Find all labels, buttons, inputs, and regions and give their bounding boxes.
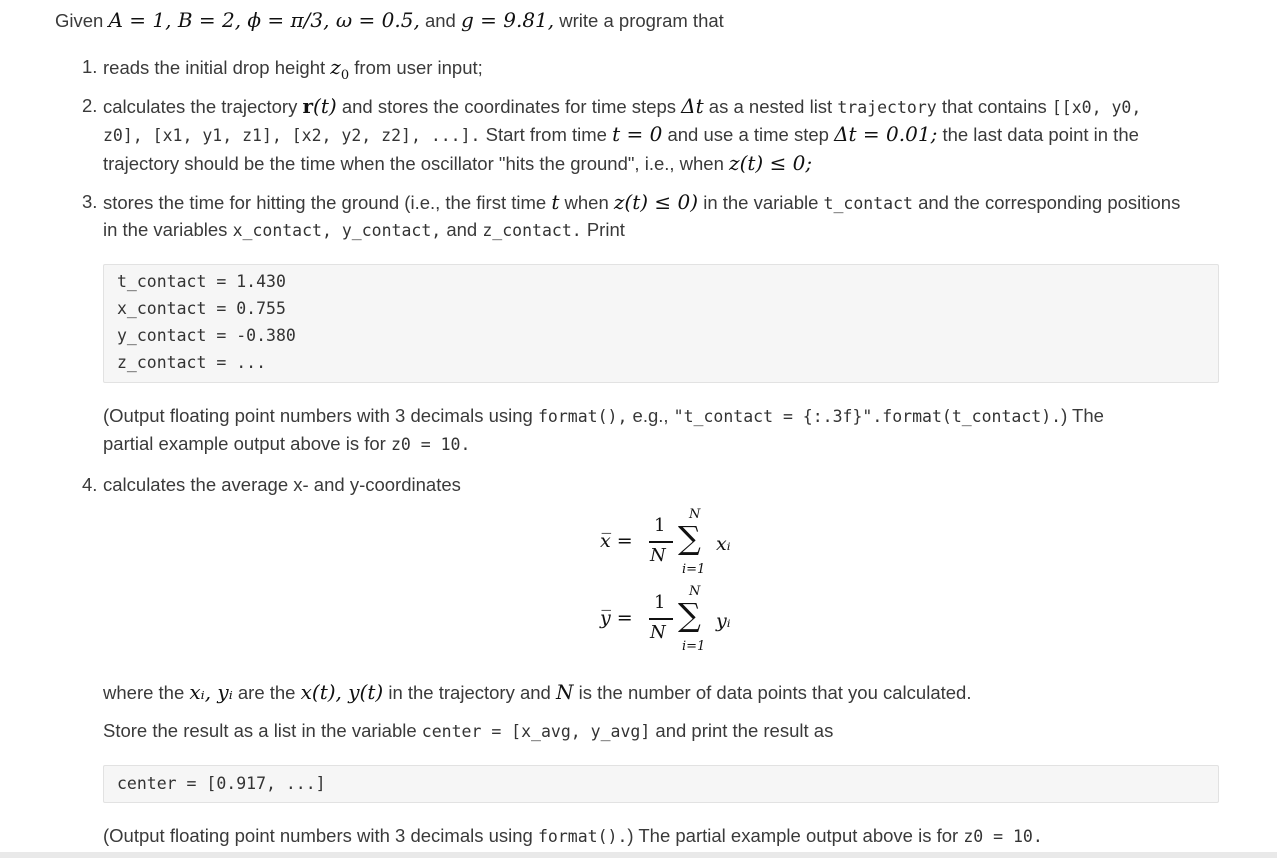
sum-upper: N [689, 584, 701, 599]
frac-numerator: 1 [654, 592, 666, 613]
sum-term-x: xᵢ [716, 533, 731, 555]
after-xy: xᵢ, yᵢ [189, 680, 233, 704]
item-2-f: and use a time step [667, 124, 829, 145]
item-2-dt: Δt [681, 94, 704, 118]
formula-y-average [600, 582, 760, 657]
intro-lead: Given [55, 10, 104, 31]
code-block-center [103, 765, 1219, 803]
after-d: is the number of data points that you calculated. [578, 682, 972, 703]
item-2-line-3 [103, 151, 812, 176]
after-line-2 [103, 719, 833, 744]
item-2-dt2: Δt = 0.01; [834, 122, 938, 146]
item-3-cond: z(t) ≤ 0) [613, 190, 699, 214]
item-2-cond: z(t) ≤ 0; [729, 151, 813, 175]
code-line: z_contact = ... [117, 353, 267, 372]
note-1-code-format: format(), [537, 407, 628, 426]
sum-upper: N [689, 507, 701, 522]
item-2-line-1 [103, 94, 1141, 120]
note-2-code-format: format(). [537, 827, 628, 846]
sigma-icon: ∑ [678, 596, 701, 634]
code-block-contact [103, 264, 1219, 383]
item-4-text: calculates the average x- and y-coordinates [103, 474, 461, 495]
item-3-line-2 [103, 218, 625, 243]
note-2-line [103, 824, 1043, 849]
item-1-text [103, 55, 483, 88]
code-line: t_contact = 1.430 [117, 272, 286, 291]
item-3-number: 3. [82, 191, 98, 212]
after-xyt: x(t), y(t) [300, 680, 384, 704]
fraction-bar [649, 618, 673, 620]
item-2-rt: (t) [313, 94, 337, 118]
after-e: Store the result as a list in the variable [103, 720, 417, 741]
item-2-h: trajectory should be the time when the oscillator "hits the ground", i.e., when [103, 153, 724, 174]
sum-lower: i=1 [682, 639, 706, 654]
item-3-c: in the variable [703, 192, 819, 213]
note-2-code-z0: z0 = 10. [963, 827, 1043, 846]
item-2-number: 2. [82, 95, 98, 116]
item-2-code-2: [[x0, y0, [1051, 98, 1142, 117]
sum-term-y: yᵢ [716, 610, 731, 632]
note-1-code-z0: z0 = 10. [390, 435, 471, 454]
item-2-line-2 [103, 122, 1139, 148]
note-1-a: (Output floating point numbers with 3 decimals using [103, 405, 533, 426]
item-2-t0: t = 0 [612, 122, 663, 146]
item-3-t: t [551, 190, 560, 214]
item-3-f: and [446, 219, 478, 240]
frac-denominator: N [650, 545, 666, 566]
item-2-c: as a nested list [708, 96, 833, 117]
item-2-code-3: z0], [x1, y1, z1], [x2, y2, z2], ...]. [103, 126, 481, 145]
item-2-g: the last data point in the [942, 124, 1139, 145]
item-2-d: that contains [941, 96, 1047, 117]
frac-numerator: 1 [654, 515, 666, 536]
item-3-line-1 [103, 190, 1180, 216]
note-1-line-2 [103, 432, 470, 457]
code-line: x_contact = 0.755 [117, 299, 286, 318]
after-n: N [555, 680, 574, 704]
item-4-number: 4. [82, 474, 98, 495]
item-3-code-t-contact: t_contact [823, 194, 913, 213]
sum-lower: i=1 [682, 562, 706, 577]
after-b: are the [237, 682, 296, 703]
after-a: where the [103, 682, 185, 703]
after-f: and print the result as [655, 720, 834, 741]
note-1-d: partial example output above is for [103, 433, 386, 454]
item-1-a: reads the initial drop height [103, 57, 326, 78]
fraction-bar [649, 541, 673, 543]
after-c: in the trajectory and [388, 682, 551, 703]
item-3-a: stores the time for hitting the ground (i.e., the first time [103, 192, 547, 213]
intro-tail: write a program that [559, 10, 724, 31]
intro-line [55, 8, 724, 33]
item-3-d: and the corresponding positions [918, 192, 1181, 213]
code-line: y_contact = -0.380 [117, 326, 296, 345]
formula-x-average [600, 505, 760, 580]
item-3-g: Print [586, 219, 625, 240]
note-2-a: (Output floating point numbers with 3 decimals using [103, 825, 533, 846]
item-1-b: from user input; [354, 57, 483, 78]
item-1-var: $z_0$ [330, 55, 350, 83]
xbar-label: x̅ = [600, 530, 633, 552]
item-1-number: 1. [82, 56, 98, 77]
item-2-code-trajectory: trajectory [837, 98, 937, 117]
note-1-line-1 [103, 404, 1104, 429]
item-2-e: Start from time [485, 124, 607, 145]
intro-params: A = 1, B = 2, ϕ = π/3, ω = 0.5, [108, 8, 420, 32]
item-2-b: and stores the coordinates for time steps [341, 96, 677, 117]
intro-g: g = 9.81, [460, 8, 555, 32]
item-3-b: when [564, 192, 609, 213]
note-2-b: ) The partial example output above is for [627, 825, 959, 846]
frac-denominator: N [650, 622, 666, 643]
item-3-e: in the variables [103, 219, 228, 240]
ybar-label: y̅ = [600, 607, 633, 629]
item-3-code-z: z_contact. [482, 221, 582, 240]
sigma-icon: ∑ [678, 519, 701, 557]
code-line: center = [0.917, ...] [117, 774, 326, 793]
note-1-c: ) The [1061, 405, 1104, 426]
item-2-r: r [302, 94, 314, 118]
bottom-edge [0, 852, 1277, 858]
after-code-center: center = [x_avg, y_avg] [421, 722, 651, 741]
intro-and: and [424, 10, 456, 31]
note-1-b: e.g., [632, 405, 669, 426]
after-line-1 [103, 680, 971, 705]
item-3-code-xy: x_contact, y_contact, [232, 221, 442, 240]
item-2-a: calculates the trajectory [103, 96, 298, 117]
note-1-code-example: "t_contact = {:.3f}".format(t_contact). [673, 407, 1062, 426]
